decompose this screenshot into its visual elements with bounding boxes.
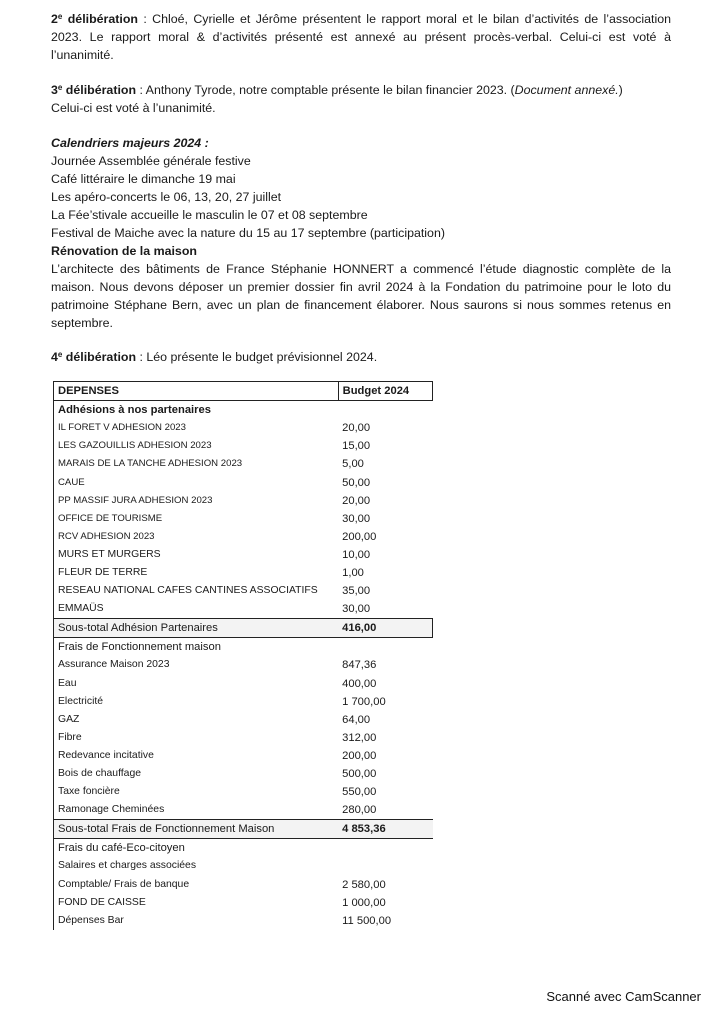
row-value: 1 700,00 [342,695,386,708]
budget-header-row [54,382,433,401]
row-label: Taxe foncière [54,783,339,801]
row-label: Electricité [54,693,339,711]
section-title-row [54,401,433,420]
deliberation-2-number: 2 [51,12,58,26]
row-value: 30,00 [342,603,371,616]
renovation-text: L’architecte des bâtiments de France Stéphanie HONNERT a commencé l’étude diagnostic complète de la maison. Nous devons déposer un premier dossier fin avril 2024 à la Fondation du patrimoine pour le loto du patrimoine Stéphane Bern, avec un plan de financement élaborer. Nous saurons si nous sommes retenus en septembre. [51,262,671,330]
subtotal-value: 416,00 [338,619,432,638]
document-page [51,10,671,366]
table-row [54,473,433,491]
row-value: 1 000,00 [342,896,386,909]
row-value: 35,00 [342,585,371,598]
row-label: FLEUR DE TERRE [54,564,339,582]
deliberation-4-word: délibération [62,350,137,364]
row-label: FOND DE CAISSE [54,894,339,912]
subtotal-row [54,820,433,839]
table-row [54,582,433,600]
table-row [54,528,433,546]
section-title: Adhésions à nos partenaires [54,401,339,420]
row-label: EMMAÜS [54,600,339,619]
row-value: 550,00 [342,786,377,799]
deliberation-3-word: délibération [62,83,137,97]
deliberation-2-text: : Chloé, Cyrielle et Jérôme présentent le rapport moral et le bilan d’activités de l’association 2023. Le rapport moral & d’activités présenté est annexé au présent procès-verbal. Celui-ci est voté à l’unanimité. [51,12,671,62]
table-row [54,675,433,693]
table-row [54,801,433,820]
row-label: Bois de chauffage [54,765,339,783]
deliberation-3-annex: Document annexé. [514,83,619,97]
deliberation-4 [51,348,671,366]
row-label: Fibre [54,729,339,747]
row-label: MARAIS DE LA TANCHE ADHESION 2023 [54,455,339,473]
table-row [54,564,433,582]
row-label: Assurance Maison 2023 [54,656,339,674]
renovation-heading: Rénovation de la maison [51,244,197,258]
row-value: 200,00 [342,530,377,543]
table-row [54,656,433,674]
deliberation-3-text: : Anthony Tyrode, notre comptable présente le bilan financier 2023. ( [136,83,515,97]
table-row [54,729,433,747]
row-value: 1,00 [342,566,364,579]
table-row [54,876,433,894]
deliberation-3-close: ) [618,83,623,97]
deliberation-2 [51,10,671,64]
row-label: IL FORET V ADHESION 2023 [54,419,339,437]
row-label: RESEAU NATIONAL CAFES CANTINES ASSOCIATIFS [54,582,339,600]
row-label: GAZ [54,711,339,729]
row-value: 400,00 [342,677,377,690]
table-row [54,765,433,783]
deliberation-4-sup: e [57,350,63,359]
row-value: 280,00 [342,804,377,817]
row-value: 10,00 [342,548,371,561]
row-value: 2 580,00 [342,878,386,891]
subtotal-row [54,619,433,638]
table-row [54,437,433,455]
subtotal-label: Sous-total Frais de Fonctionnement Maison [54,820,339,839]
calendar-line: La Fée’stivale accueille le masculin le 07 et 08 septembre [51,208,368,222]
row-value: 20,00 [342,422,371,435]
row-value: 30,00 [342,512,371,525]
row-label: OFFICE DE TOURISME [54,510,339,528]
row-value: 50,00 [342,476,371,489]
row-value: 500,00 [342,768,377,781]
row-label: MURS ET MURGERS [54,546,339,564]
row-label: CAUE [54,473,339,491]
table-row [54,492,433,510]
table-row [54,455,433,473]
row-value: 312,00 [342,731,377,744]
deliberation-3-line2: Celui-ci est voté à l’unanimité. [51,101,216,115]
calendar-line: Festival de Maiche avec la nature du 15 au 17 septembre (participation) [51,226,445,240]
table-row [54,693,433,711]
deliberation-3-number: 3 [51,83,58,97]
row-label: Redevance incitative [54,747,339,765]
row-label: RCV ADHESION 2023 [54,528,339,546]
row-value: 11 500,00 [342,914,392,927]
row-value: 20,00 [342,494,371,507]
row-label: Salaires et charges associées [54,857,339,875]
budget-header-budget: Budget 2024 [338,382,432,401]
section-title-row [54,839,433,858]
subtotal-label: Sous-total Adhésion Partenaires [54,619,339,638]
budget-header-depenses: DEPENSES [54,382,339,401]
row-label: Eau [54,675,339,693]
table-row [54,419,433,437]
row-label: Dépenses Bar [54,912,339,930]
row-value: 5,00 [342,458,364,471]
row-value: 64,00 [342,713,371,726]
row-label: Ramonage Cheminées [54,801,339,820]
deliberation-4-number: 4 [51,350,58,364]
row-value [338,857,432,875]
calendar-line: Café littéraire le dimanche 19 mai [51,172,236,186]
row-label: Comptable/ Frais de banque [54,876,339,894]
calendar-line: Journée Assemblée générale festive [51,154,251,168]
row-value: 847,36 [342,659,377,672]
row-value: 15,00 [342,440,371,453]
table-row [54,510,433,528]
budget-table [53,381,433,930]
deliberation-2-word: délibération [62,12,138,26]
table-row [54,546,433,564]
deliberation-3-sup: e [57,83,63,92]
table-row [54,747,433,765]
table-row [54,783,433,801]
table-row [54,857,433,875]
section-title: Frais du café-Eco-citoyen [54,839,339,858]
section-title-row [54,638,433,657]
table-row [54,912,433,930]
deliberation-3 [51,81,671,99]
row-label: LES GAZOUILLIS ADHESION 2023 [54,437,339,455]
calendar-line: Les apéro-concerts le 06, 13, 20, 27 juillet [51,190,282,204]
section-title: Frais de Fonctionnement maison [54,638,339,657]
row-value: 200,00 [342,749,377,762]
deliberation-4-text: : Léo présente le budget prévisionnel 2024. [136,350,378,364]
table-row [54,711,433,729]
row-label: PP MASSIF JURA ADHESION 2023 [54,492,339,510]
table-row [54,894,433,912]
calendar-heading: Calendriers majeurs 2024 : [51,136,209,150]
table-row [54,600,433,619]
deliberation-2-sup: e [57,12,63,21]
scanner-footer: Scanné avec CamScanner [546,989,701,1004]
subtotal-value: 4 853,36 [338,820,432,839]
